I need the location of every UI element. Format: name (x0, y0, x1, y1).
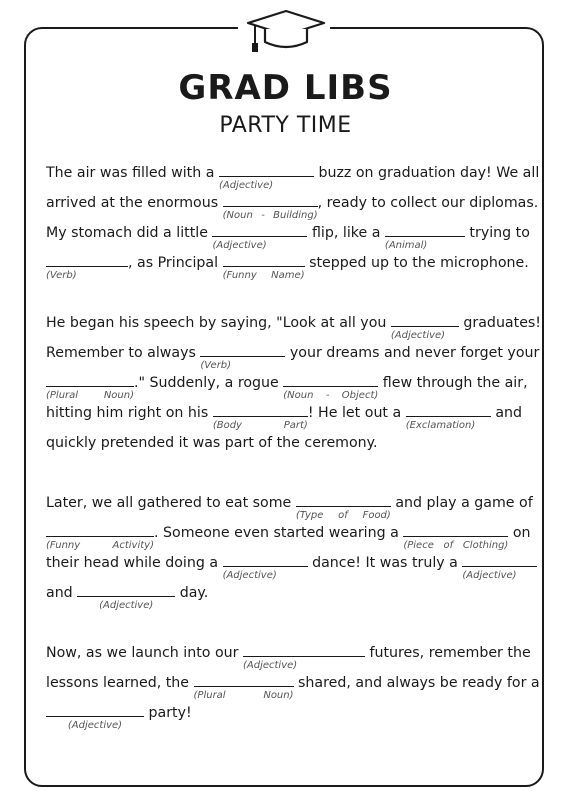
fill-in-blank[interactable] (46, 523, 154, 551)
fill-in-blank[interactable] (193, 673, 294, 701)
story-text: dance! It was truly a (307, 555, 463, 571)
story-line (46, 343, 540, 371)
story-text: on (508, 525, 531, 541)
fill-in-blank[interactable] (283, 373, 379, 401)
fill-in-blank[interactable] (46, 703, 144, 731)
story-text: My stomach did a little (46, 225, 213, 241)
story-text: shared, and always be ready for a (293, 675, 540, 691)
blank-hint-label: (Adjective) (222, 570, 277, 581)
fill-in-blank[interactable] (222, 253, 305, 281)
blank-hint-label: (Plural Noun) (193, 690, 294, 701)
story-text: Now, as we launch into our (46, 645, 243, 661)
blank-hint-label: (Type of Food) (295, 510, 391, 521)
story-text: arrived at the enormous (46, 195, 223, 211)
story-text: hitting him right on his (46, 405, 213, 421)
fill-in-blank[interactable] (384, 223, 465, 251)
blank-hint-label: (Piece of Clothing) (403, 540, 509, 551)
fill-in-blank[interactable] (222, 193, 318, 221)
story-text: . Someone even started wearing a (154, 525, 404, 541)
story-line (46, 553, 522, 581)
fill-in-blank[interactable] (295, 493, 391, 521)
blank-hint-label: (Verb) (46, 270, 77, 281)
fill-in-blank[interactable] (222, 553, 308, 581)
fill-in-blank[interactable] (242, 643, 365, 671)
story-line (46, 193, 539, 221)
blank-hint-label: (Funny Activity) (46, 540, 154, 551)
fill-in-blank[interactable] (200, 343, 285, 371)
story-text: Later, we all gathered to eat some (46, 495, 296, 511)
story-line (46, 223, 530, 251)
story-text: ! He let out a (307, 405, 406, 421)
story-text: quickly pretended it was part of the ceremony. (46, 435, 378, 451)
blank-hint-label: (Exclamation) (405, 420, 476, 431)
story-line (46, 493, 533, 521)
fill-in-blank[interactable] (462, 553, 537, 581)
story-text: their head while doing a (46, 555, 223, 571)
story-line (46, 433, 522, 453)
story-line (46, 673, 540, 701)
story-text: and (490, 405, 523, 421)
blank-hint-label: (Adjective) (242, 660, 298, 671)
story-text: Remember to always (46, 345, 201, 361)
blank-hint-label: (Adjective) (390, 330, 446, 341)
story-text: lessons learned, the (46, 675, 194, 691)
story-text: ." Suddenly, a rogue (134, 375, 284, 391)
fill-in-blank[interactable] (212, 403, 308, 431)
story-text: graduates! (458, 315, 541, 331)
story-text: futures, remember the (364, 645, 531, 661)
story-text: and (46, 585, 78, 601)
story-text: your dreams and never forget your (285, 345, 540, 361)
story-line (46, 643, 531, 671)
story-text: flip, like a (307, 225, 385, 241)
story-text: party! (144, 705, 192, 721)
story-text: buzz on graduation day! We all (313, 165, 540, 181)
blank-hint-label: (Adjective) (462, 570, 517, 581)
blank-hint-label: (Animal) (384, 240, 428, 251)
story-line (46, 583, 522, 611)
fill-in-blank[interactable] (405, 403, 491, 431)
blank-hint-label: (Adjective) (67, 720, 123, 731)
story-text: trying to (464, 225, 530, 241)
story-text: He began his speech by saying, "Look at all you (46, 315, 391, 331)
fill-in-blank[interactable] (403, 523, 509, 551)
story-line (46, 703, 522, 731)
story-text: , ready to collect our diplomas. (317, 195, 539, 211)
graduation-cap-icon (245, 8, 327, 56)
blank-hint-label: (Body Part) (212, 420, 308, 431)
story-line (46, 403, 523, 431)
blank-hint-label: (Plural Noun) (46, 390, 134, 401)
blank-hint-label: (Noun - Object) (283, 390, 379, 401)
story-text: stepped up to the microphone. (304, 255, 529, 271)
fill-in-blank[interactable] (77, 583, 175, 611)
story-line (46, 523, 531, 551)
fill-in-blank[interactable] (218, 163, 314, 191)
blank-hint-label: (Noun - Building) (222, 210, 318, 221)
fill-in-blank[interactable] (212, 223, 307, 251)
story-text: flew through the air, (378, 375, 528, 391)
story-line (46, 373, 528, 401)
page-title: GRAD LIBS (178, 68, 393, 108)
story-line (46, 253, 529, 281)
story-text: , as Principal (128, 255, 223, 271)
fill-in-blank[interactable] (46, 373, 134, 401)
story-text: The air was filled with a (46, 165, 219, 181)
blank-hint-label: (Adjective) (212, 240, 267, 251)
blank-hint-label: (Verb) (200, 360, 232, 371)
story-line (46, 313, 541, 341)
story-line (46, 163, 540, 191)
page-subtitle: PARTY TIME (219, 113, 352, 138)
story-text: day. (175, 585, 209, 601)
fill-in-blank[interactable] (390, 313, 459, 341)
blank-hint-label: (Funny Name) (222, 270, 305, 281)
blank-hint-label: (Adjective) (99, 600, 154, 611)
blank-hint-label: (Adjective) (218, 180, 274, 191)
story-text: and play a game of (390, 495, 533, 511)
fill-in-blank[interactable] (46, 253, 128, 281)
